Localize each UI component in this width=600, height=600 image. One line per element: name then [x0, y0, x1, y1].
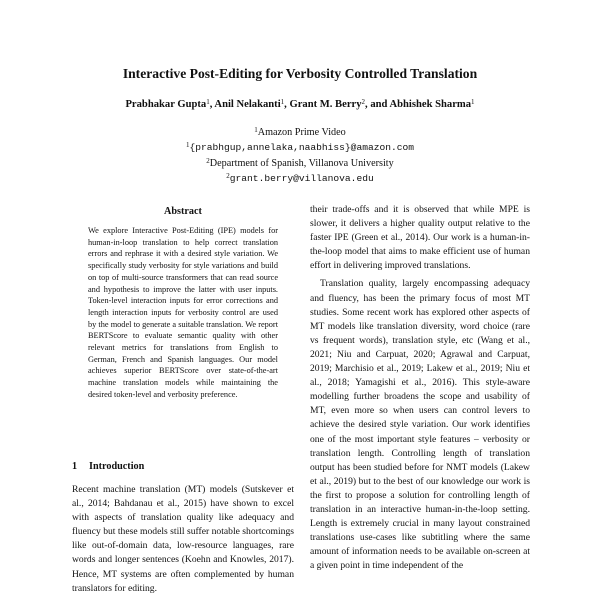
right-column: [310, 203, 530, 600]
section-number: 1: [72, 461, 78, 472]
author: Prabhakar Gupta$^1$,: [125, 98, 215, 110]
affiliation-line: $^1$Amazon Prime Video: [254, 126, 346, 138]
body-paragraph: their trade-offs and it is observed that while MPE is slower, it delivers a higher quality output relative to the faster IPE (Green et al., 2014). Our work is a human-in-the-loop model that aims to make efficient use of human effort in delivering improved translations.: [310, 204, 530, 272]
author: Anil Nelakanti$^1$,: [214, 98, 290, 110]
author-list: [0, 96, 600, 111]
abstract-text: We explore Interactive Post-Editing (IPE) models for human-in-loop translation to help correct translation errors and rephrase it with a desired style variation. We specifically study verbosity for style variations and build on top of multi-source transformers that can read source and hypothesis to improve the latter with user inputs. Token-level interaction inputs for error corrections and length interaction inputs for verbosity control are used by the model to generate a suitable translation. We report BERTScore to evaluate semantic quality with other relevant metrics for translations from English to German, French and Spanish languages. Our model achieves superior BERTScore over state-of-the-art machine translation models while maintaining the desired token-level and verbosity preference.: [88, 226, 278, 399]
author: Grant M. Berry$^2$, and: [289, 98, 390, 110]
body-paragraph: Translation quality, largely encompassing adequacy and fluency, has been the primary focus of most MT studies. Some recent work has explored other aspects of MT models like translation diversity, word choice (rare vs frequent words), translation style, etc (Wang et al., 2021; Niu and Carpuat, 2020; Agrawal and Carpuat, 2019; Marchisio et al., 2019; Lakew et al., 2019; Niu et al., 2018; Yamagishi et al., 2016). This style-aware modelling further broadens the scope and usability of MT, even more so when users can control levers to achieve the desired style variation. Our work identifies one of the most important style features – verbosity or translation length. Controlling length of translation output has been studied before for NMT models (Lakew et al., 2019) but to the best of our knowledge our work is the first to propose a solution for controlling length of translation in an interactive human-in-the-loop setting. Length is extremely crucial in many layout constrained translations use-cases like subtitling where the same amount of information needs to be available on-screen at a given point in time independent of the: [310, 278, 530, 572]
affiliation-email: $^1${prabhgup,annelaka,naabhiss}@amazon.com: [185, 141, 415, 154]
affiliation-line: $^2$Department of Spanish, Villanova University: [206, 156, 394, 169]
paper-title: Interactive Post-Editing for Verbosity Controlled Translation: [122, 66, 478, 81]
affiliation-email: $^2$grant.berry@villanova.edu: [226, 172, 374, 185]
intro-paragraph: Recent machine translation (MT) models (Sutskever et al., 2014; Bahdanau et al., 2015) have shown to excel with aspects of translation quality like adequacy and fluency but these models still suffer notable shortcomings like out-of-domain data, low-resource languages, rare words and longer sentences (Koehn and Knowles, 2017). Hence, MT systems are often complemented by human translators for editing.: [72, 484, 294, 594]
author: Abhishek Sharma$^1$: [389, 98, 475, 110]
section-heading: [72, 461, 144, 472]
affiliation-block: [0, 124, 600, 186]
abstract-heading: Abstract: [164, 206, 202, 217]
section-title: Introduction: [89, 461, 145, 472]
